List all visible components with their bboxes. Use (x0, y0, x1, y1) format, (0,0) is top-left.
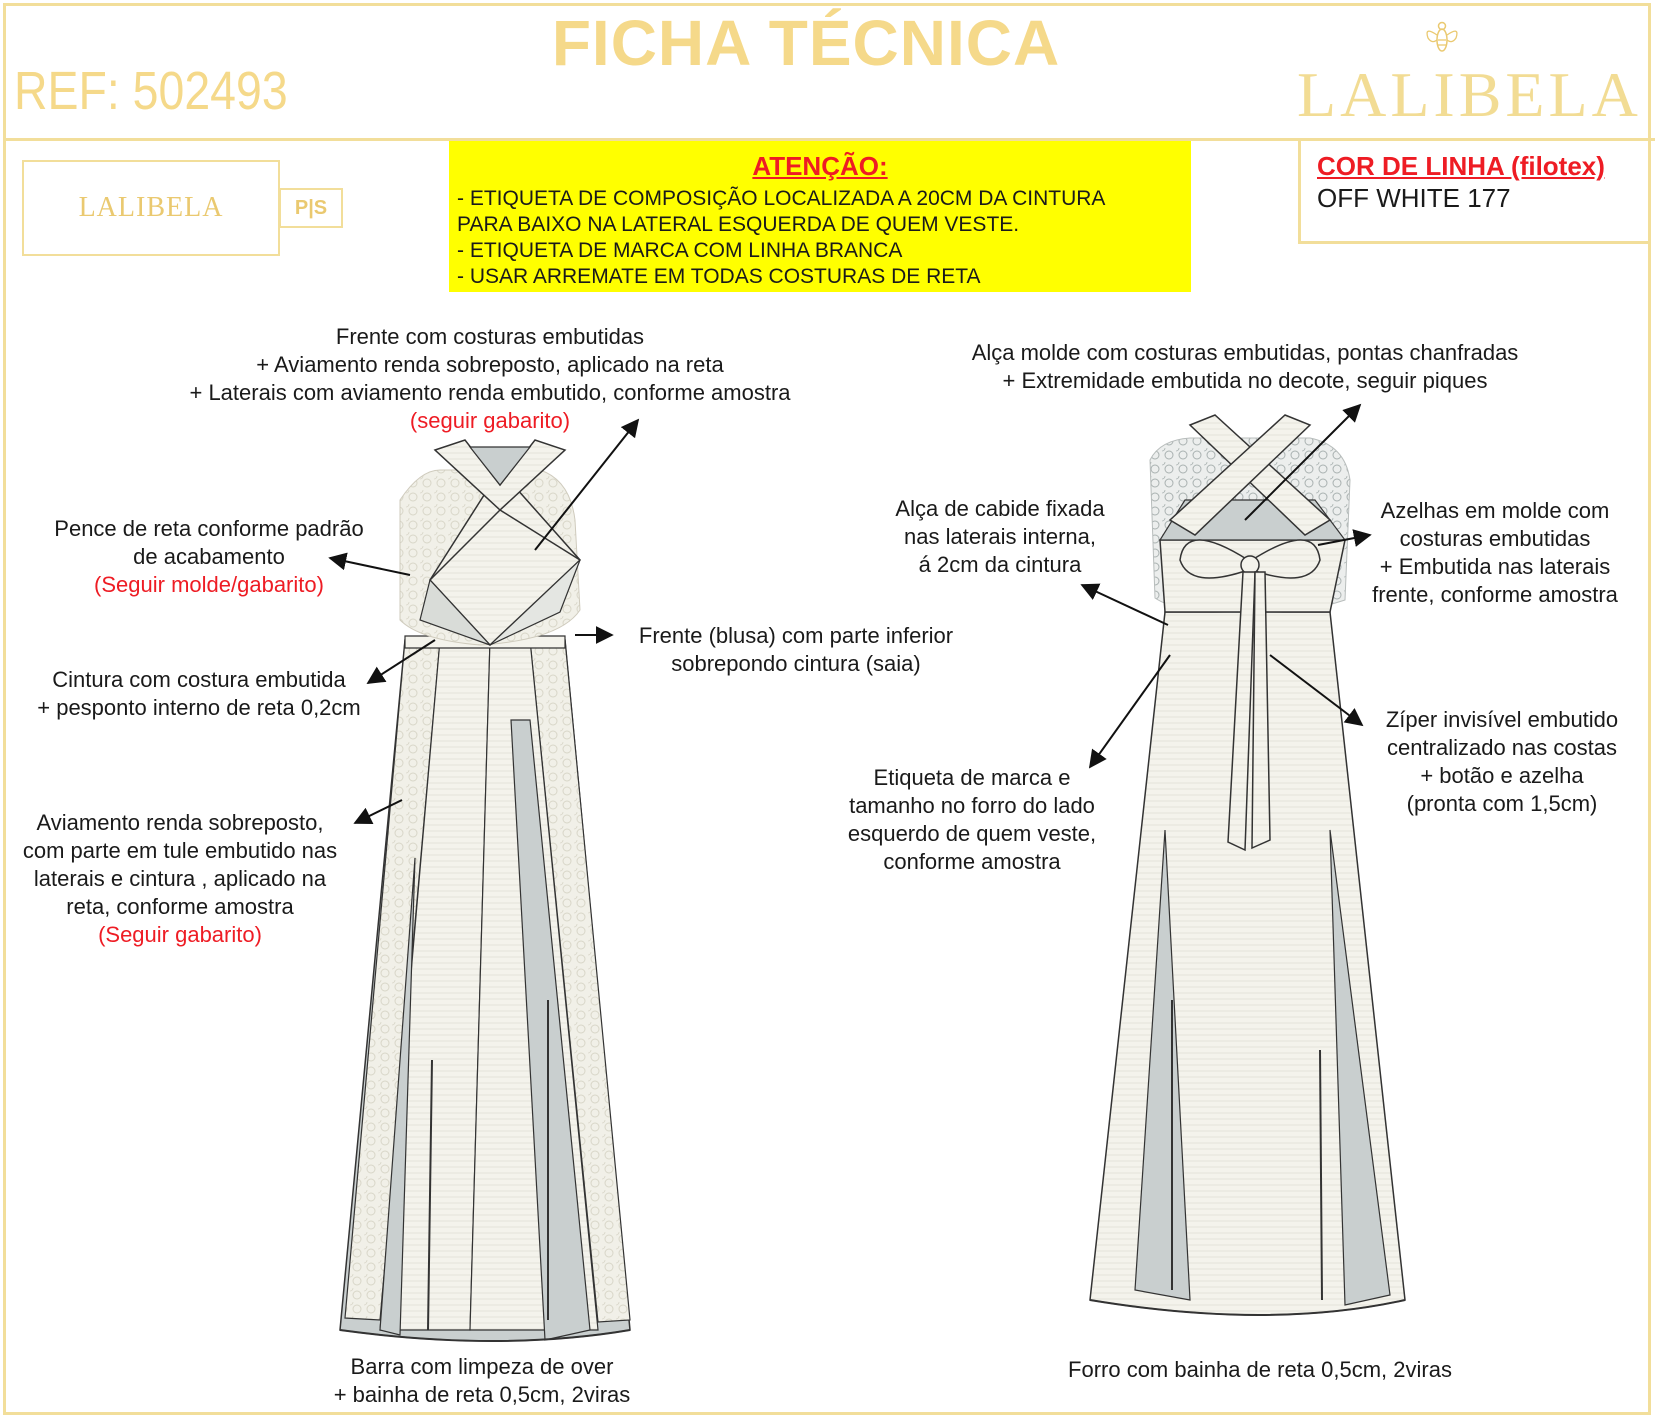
annotation-line: + Embutida nas laterais (1379, 554, 1611, 579)
annotation-frente (140, 323, 840, 435)
annotation-line: Aviamento renda sobreposto, (36, 810, 324, 835)
annotation-alca (945, 339, 1545, 395)
annotation-line: Pence de reta conforme padrão (54, 516, 364, 541)
annotation-line: esquerdo de quem veste, (847, 821, 1097, 846)
annotation-line: Barra com limpeza de over (350, 1354, 614, 1379)
annotation-pence (24, 515, 394, 599)
annotation-etiqueta (822, 764, 1122, 876)
annotation-line: Azelhas em molde com (1380, 498, 1610, 523)
annotation-line: + Aviamento renda sobreposto, aplicado na reta (256, 352, 724, 377)
annotation-line: á 2cm da cintura (918, 552, 1082, 577)
attention-line: - ETIQUETA DE MARCA COM LINHA BRANCA (457, 239, 903, 262)
annotation-line: centralizado nas costas (1387, 735, 1617, 760)
annotation-line: com parte em tule embutido nas (22, 838, 338, 863)
annotation-line: Zíper invisível embutido (1385, 707, 1619, 732)
attention-line: - USAR ARREMATE EM TODAS COSTURAS DE RETA (457, 265, 981, 288)
annotation-line: Etiqueta de marca e (873, 765, 1071, 790)
annotation-line: Frente (blusa) com parte inferior (638, 623, 954, 648)
annotation-line: Alça molde com costuras embutidas, pontas chanfradas (971, 340, 1519, 365)
label-brand-text: LALIBELA (78, 192, 224, 223)
thread-color-value: OFF WHITE 177 (1317, 183, 1511, 213)
annotation-line: Forro com bainha de reta 0,5cm, 2viras (1068, 1357, 1452, 1382)
brand-logo: LALIBELA (1297, 59, 1642, 130)
attention-title: ATENÇÃO: (752, 151, 888, 181)
annotation-line: tamanho no forro do lado (849, 793, 1095, 818)
annotation-line: (pronta com 1,5cm) (1406, 791, 1598, 816)
annotation-line: + Laterais com aviamento renda embutido, conforme amostra (189, 380, 791, 405)
annotation-azelhas (1350, 497, 1640, 609)
annotation-barra (292, 1353, 672, 1409)
thread-color-title: COR DE LINHA (filotex) (1317, 151, 1605, 181)
size-tag: P|S (279, 188, 343, 228)
annotation-line: nas laterais interna, (904, 524, 1096, 549)
annotation-line: + botão e azelha (1420, 763, 1584, 788)
annotation-note: (Seguir gabarito) (98, 922, 262, 947)
annotation-note: (Seguir molde/gabarito) (94, 572, 324, 597)
annotation-line: Frente com costuras embutidas (335, 324, 645, 349)
annotation-blusa (615, 622, 977, 678)
annotation-cintura (14, 666, 384, 722)
annotation-forro (1040, 1356, 1480, 1384)
annotation-cabide (870, 495, 1130, 579)
annotation-renda (4, 809, 356, 949)
annotation-line: conforme amostra (883, 849, 1061, 874)
annotation-line: + Extremidade embutida no decote, seguir piques (1002, 368, 1488, 393)
attention-line: PARA BAIXO NA LATERAL ESQUERDA DE QUEM VESTE. (457, 213, 1020, 236)
attention-line: - ETIQUETA DE COMPOSIÇÃO LOCALIZADA A 20CM DA CINTURA (457, 187, 1106, 210)
annotation-line: reta, conforme amostra (66, 894, 294, 919)
annotation-line: laterais e cintura , aplicado na (33, 866, 327, 891)
page-title: FICHA TÉCNICA (551, 7, 1061, 79)
reference-code: REF: 502493 (14, 61, 288, 121)
annotation-line: de acabamento (133, 544, 285, 569)
annotation-line: + pesponto interno de reta 0,2cm (37, 695, 361, 720)
annotation-line: costuras embutidas (1399, 526, 1591, 551)
annotation-ziper (1358, 706, 1646, 818)
annotation-line: Cintura com costura embutida (52, 667, 346, 692)
annotation-line: frente, conforme amostra (1372, 582, 1618, 607)
annotation-line: sobrepondo cintura (saia) (671, 651, 921, 676)
annotation-note: (seguir gabarito) (409, 408, 571, 433)
annotation-line: Alça de cabide fixada (895, 496, 1105, 521)
annotation-line: + bainha de reta 0,5cm, 2viras (333, 1382, 631, 1407)
